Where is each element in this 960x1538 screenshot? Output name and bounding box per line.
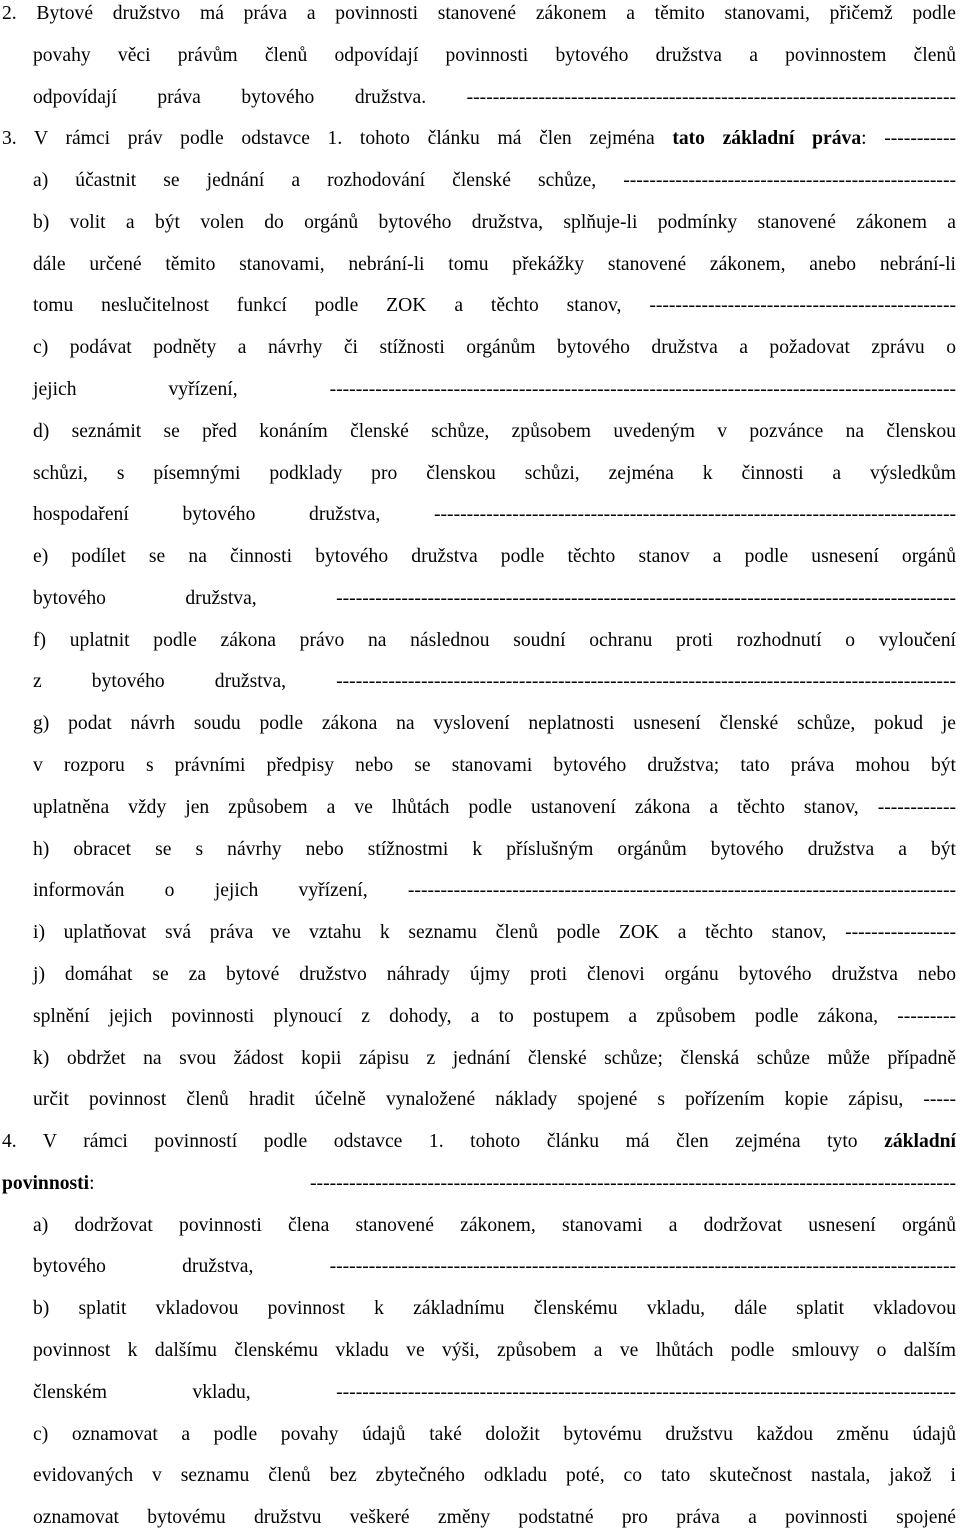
text-segment: bytového družstva, ----------------------------------------------------------------------------------------------- bbox=[33, 587, 956, 609]
text-segment: informován o jejich vyřízení, ------------------------------------------------------------------------------------ bbox=[33, 880, 956, 902]
text-segment: tomu neslučitelnost funkcí podle ZOK a těchto stanov, ----------------------------------------------- bbox=[33, 295, 956, 317]
text-segment: evidovaných v seznamu členů bez zbytečného odkladu poté, co tato skutečnost nastala, jakož i bbox=[33, 1465, 956, 1487]
text-line bbox=[33, 1379, 956, 1407]
text-line bbox=[33, 418, 956, 446]
text-line bbox=[33, 84, 956, 112]
text-line bbox=[2, 0, 956, 28]
text-segment: e) podílet se na činnosti bytového družstva podle těchto stanov a podle usnesení orgánů bbox=[33, 546, 956, 568]
text-segment: členském vkladu, ----------------------------------------------------------------------------------------------- bbox=[33, 1381, 956, 1403]
text-line bbox=[33, 794, 956, 822]
text-segment: schůzi, s písemnými podklady pro členskou schůzi, zejména k činnosti a výsledkům bbox=[33, 462, 956, 484]
text-segment: povahy věci právům členů odpovídají povinnosti bytového družstva a povinnostem členů bbox=[33, 44, 956, 66]
text-segment: j) domáhat se za bytové družstvo náhrady újmy proti členovi orgánu bytového družstva nebo bbox=[33, 963, 956, 985]
text-line bbox=[33, 167, 956, 195]
text-segment: dále určené těmito stanovami, nebrání-li tomu překážky stanovené zákonem, anebo nebrání-li bbox=[33, 253, 956, 275]
bold-text: povinnosti bbox=[2, 1172, 90, 1194]
text-segment: : ----------- bbox=[861, 128, 956, 150]
text-segment: k) obdržet na svou žádost kopii zápisu z jednání členské schůze; členská schůze může případně bbox=[33, 1047, 956, 1069]
text-segment: g) podat návrh soudu podle zákona na vyslovení neplatnosti usnesení členské schůze, pokud je bbox=[33, 713, 956, 735]
text-line bbox=[33, 376, 956, 404]
text-segment: uplatněna vždy jen způsobem a ve lhůtách podle ustanovení zákona a těchto stanov, ------------ bbox=[33, 796, 956, 818]
text-segment: b) splatit vkladovou povinnost k základnímu členskému vkladu, dále splatit vkladovou bbox=[33, 1298, 956, 1320]
text-line bbox=[33, 1337, 956, 1365]
bold-text: tato základní práva bbox=[672, 128, 862, 150]
text-line bbox=[33, 919, 956, 947]
text-segment: hospodaření bytového družstva, -------------------------------------------------------------------------------- bbox=[33, 504, 956, 526]
text-segment: 2. Bytové družstvo má práva a povinnosti stanovené zákonem a těmito stanovami, přičemž podle bbox=[2, 3, 956, 24]
text-segment: c) podávat podněty a návrhy či stížnosti orgánům bytového družstva a požadovat zprávu o bbox=[33, 337, 956, 359]
text-line bbox=[33, 1462, 956, 1490]
text-segment: a) dodržovat povinnosti člena stanovené zákonem, stanovami a dodržovat usnesení orgánů bbox=[33, 1214, 956, 1236]
text-line bbox=[33, 1504, 956, 1532]
text-segment: bytového družstva, ------------------------------------------------------------------------------------------------ bbox=[33, 1256, 956, 1278]
text-line bbox=[33, 292, 956, 320]
text-line bbox=[33, 1421, 956, 1449]
text-segment: v rozporu s právními předpisy nebo se stanovami bytového družstva; tato práva mohou být bbox=[33, 755, 956, 777]
text-segment: jejich vyřízení, ------------------------------------------------------------------------------------------------ bbox=[33, 379, 956, 401]
text-segment: c) oznamovat a podle povahy údajů také doložit bytovému družstvu každou změnu údajů bbox=[33, 1423, 956, 1445]
text-line bbox=[33, 1295, 956, 1323]
text-segment: povinnost k dalšímu členskému vkladu ve výši, způsobem a ve lhůtách podle smlouvy o dalším bbox=[33, 1339, 956, 1361]
text-segment: d) seznámit se před konáním členské schůze, způsobem uvedeným v pozvánce na členskou bbox=[33, 420, 956, 442]
text-line bbox=[33, 460, 956, 488]
text-line bbox=[33, 836, 956, 864]
text-segment: oznamovat bytovému družstvu veškeré změny podstatné pro práva a povinnosti spojené bbox=[33, 1507, 956, 1529]
text-line bbox=[33, 501, 956, 529]
text-line bbox=[33, 585, 956, 613]
text-line bbox=[33, 209, 956, 237]
text-segment: : --------------------------------------------------------------------------------------------------- bbox=[89, 1172, 956, 1194]
text-line bbox=[2, 1170, 956, 1198]
text-segment: splnění jejich povinnosti plynoucí z dohody, a to postupem a způsobem podle zákona, --------- bbox=[33, 1005, 956, 1027]
text-segment: 3. V rámci práv podle odstavce 1. tohoto článku má člen zejména bbox=[2, 128, 673, 150]
text-line bbox=[33, 710, 956, 738]
text-segment: odpovídají práva bytového družstva. --------------------------------------------------------------------------- bbox=[33, 86, 956, 108]
text-line bbox=[33, 1045, 956, 1073]
text-line bbox=[33, 1003, 956, 1031]
text-segment: h) obracet se s návrhy nebo stížnostmi k příslušným orgánům bytového družstva a být bbox=[33, 838, 956, 860]
text-line bbox=[33, 877, 956, 905]
text-segment: 4. V rámci povinností podle odstavce 1. tohoto článku má člen zejména tyto bbox=[2, 1131, 885, 1153]
text-line bbox=[2, 1128, 956, 1156]
text-segment: z bytového družstva, ----------------------------------------------------------------------------------------------- bbox=[33, 671, 956, 693]
text-line bbox=[33, 334, 956, 362]
text-segment: b) volit a být volen do orgánů bytového družstva, splňuje-li podmínky stanovené zákonem a bbox=[33, 211, 956, 233]
bold-text: základní bbox=[884, 1131, 956, 1153]
text-line bbox=[33, 752, 956, 780]
text-line bbox=[33, 42, 956, 70]
text-line bbox=[33, 251, 956, 279]
text-line bbox=[33, 543, 956, 571]
text-line bbox=[33, 1086, 956, 1114]
text-segment: f) uplatnit podle zákona právo na následnou soudní ochranu proti rozhodnutí o vyloučení bbox=[33, 629, 956, 651]
text-line bbox=[33, 1253, 956, 1281]
text-segment: a) účastnit se jednání a rozhodování členské schůze, --------------------------------------------------- bbox=[33, 170, 956, 192]
text-line bbox=[33, 961, 956, 989]
text-line bbox=[2, 125, 956, 153]
text-line bbox=[33, 627, 956, 655]
text-line bbox=[33, 1212, 956, 1240]
text-segment: určit povinnost členů hradit účelně vynaložené náklady spojené s pořízením kopie zápisu, ----- bbox=[33, 1089, 956, 1111]
text-segment: i) uplatňovat svá práva ve vztahu k seznamu členů podle ZOK a těchto stanov, ----------------- bbox=[33, 922, 956, 944]
text-line bbox=[33, 668, 956, 696]
